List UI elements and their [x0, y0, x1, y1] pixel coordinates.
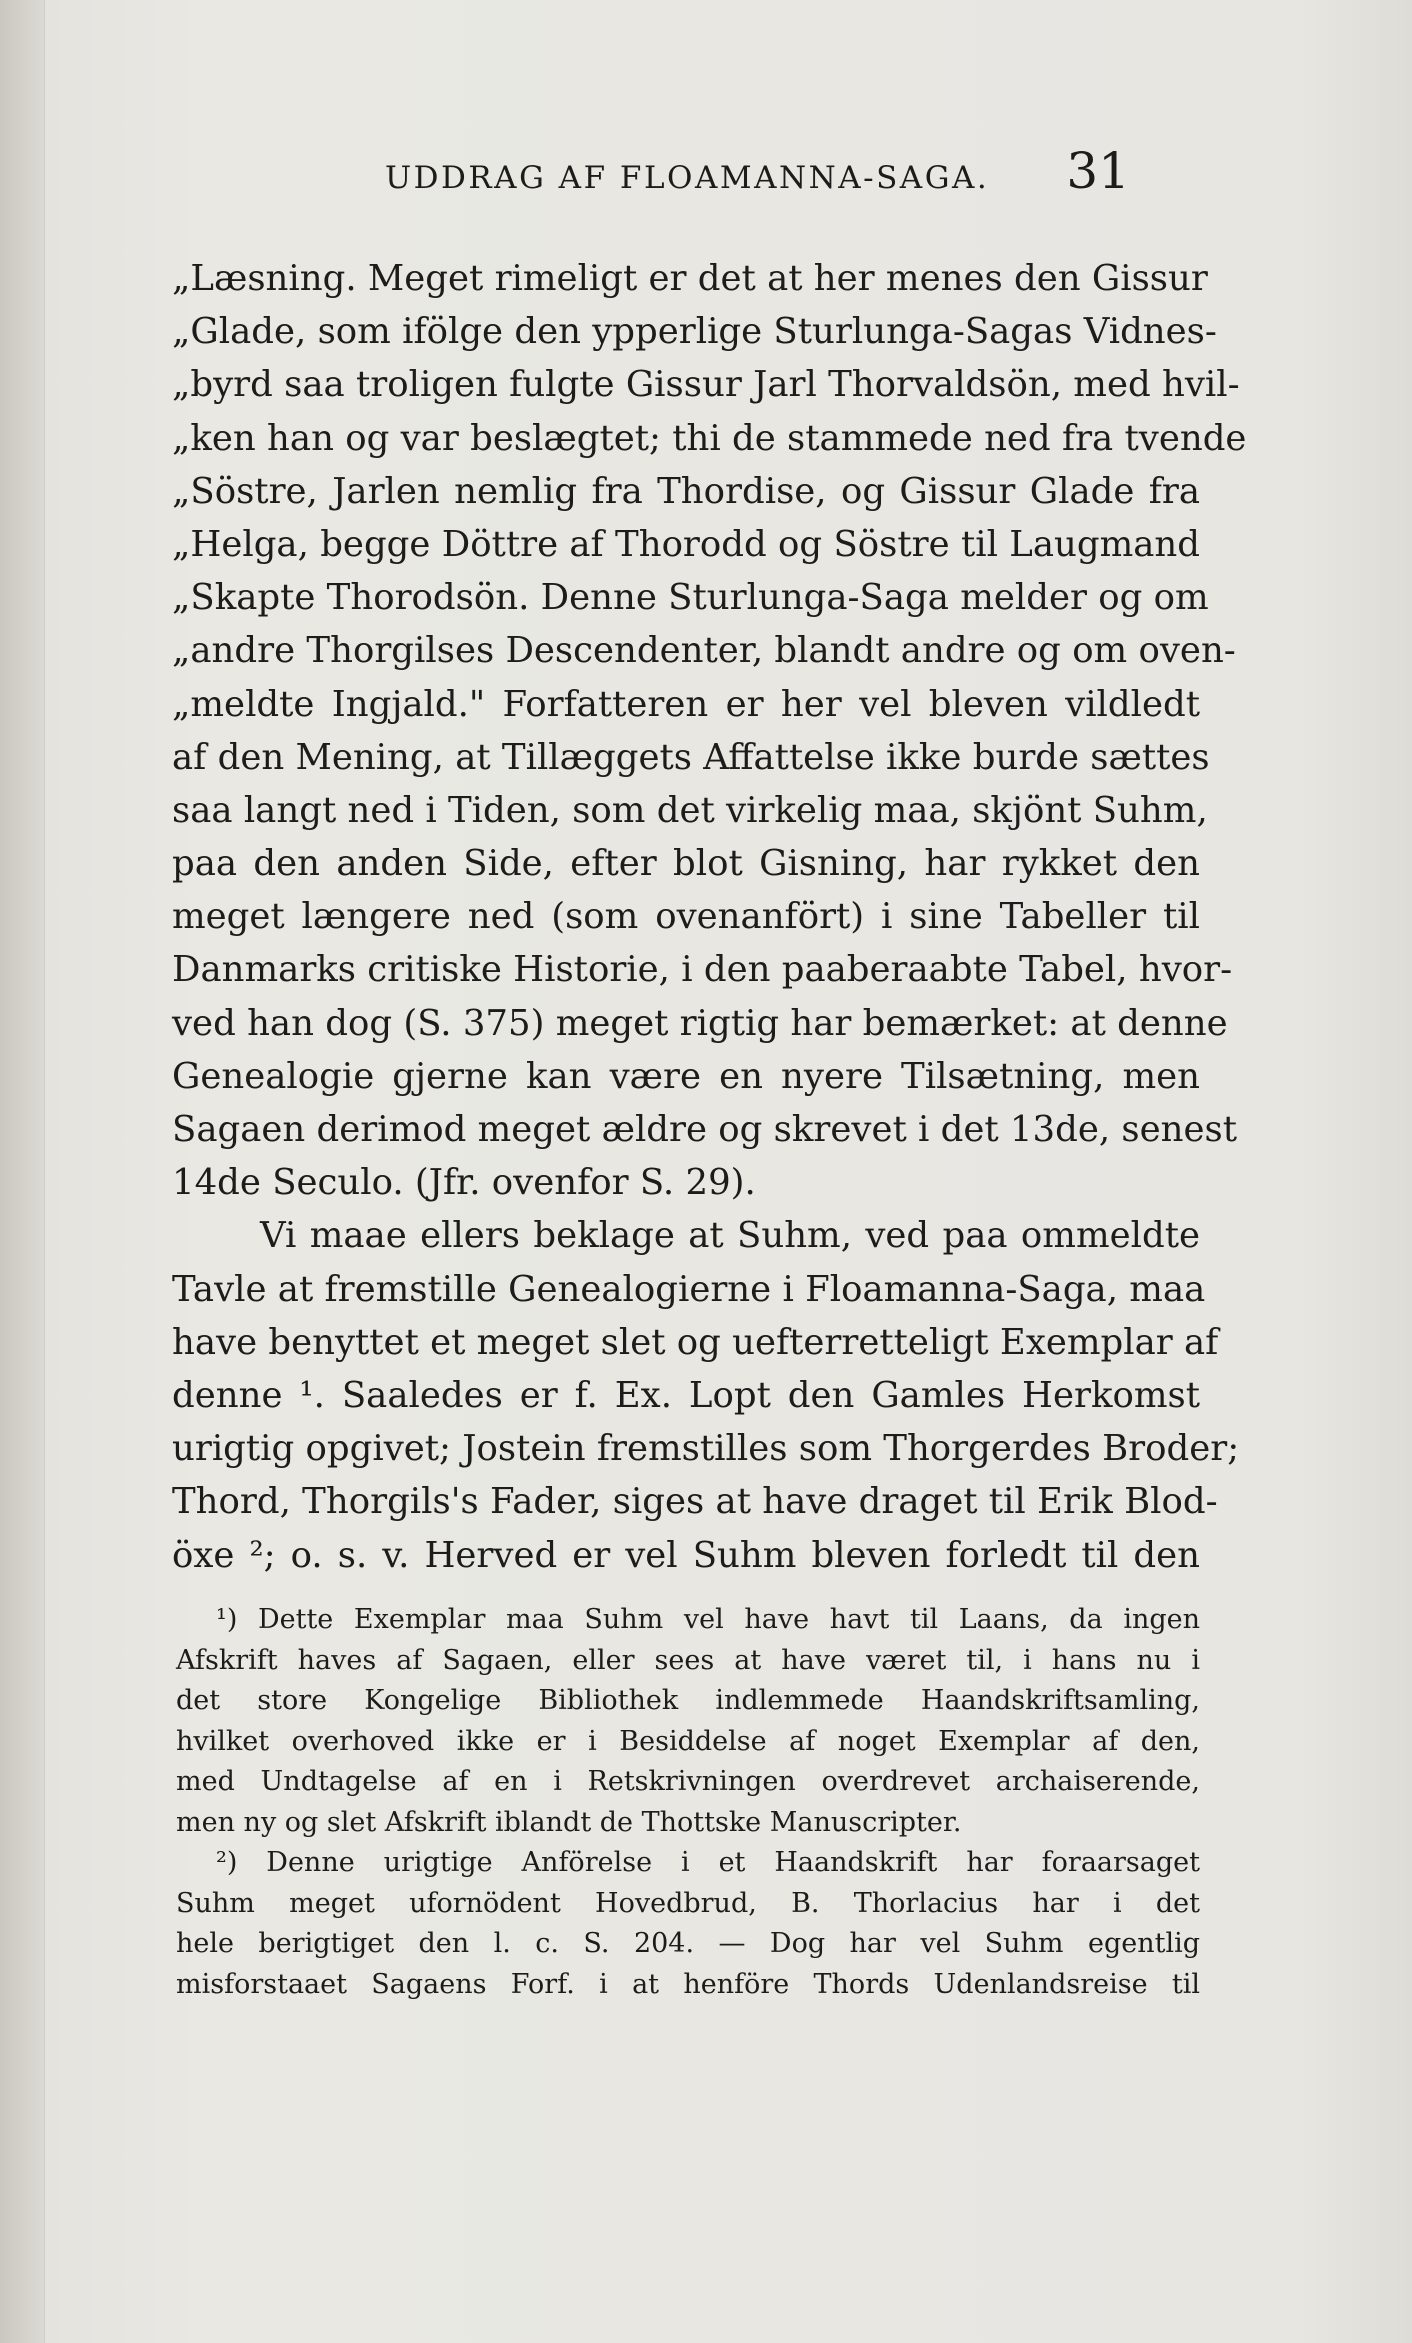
footnote-line: ¹) Dette Exemplar maa Suhm vel have havt til Laans, da ingen	[216, 1604, 1200, 1635]
footnote-line: Suhm meget ufornödent Hovedbrud, B. Thorlacius har i det	[176, 1887, 1200, 1919]
text-line: paa den anden Side, efter blot Gisning, har rykket den	[172, 843, 1200, 885]
footnote-line: hele berigtiget den l. c. S. 204. — Dog har vel Suhm egentlig	[176, 1928, 1200, 1959]
text-line: meget længere ned (som ovenanfört) i sine Tabeller til	[172, 896, 1200, 938]
text-line: 14de Seculo. (Jfr. ovenfor S. 29).	[172, 1162, 756, 1204]
text-line: „Helga, begge Döttre af Thorodd og Söstre til Laugmand	[172, 523, 1200, 565]
footnotes	[176, 1600, 1200, 2005]
footnote-line: det store Kongelige Bibliothek indlemmede Haandskriftsamling,	[176, 1685, 1200, 1716]
text-line: „ken han og var beslægtet; thi de stammede ned fra tvende	[172, 417, 1247, 459]
footnote-line: men ny og slet Afskrift iblandt de Thottske Manuscripter.	[176, 1806, 962, 1838]
text-line: Danmarks critiske Historie, i den paaberaabte Tabel, hvor-	[172, 949, 1233, 991]
page-number: 31	[1066, 142, 1130, 200]
footnote-line: hvilket overhoved ikke er i Besiddelse af noget Exemplar af den,	[176, 1725, 1200, 1757]
text-line: „Söstre, Jarlen nemlig fra Thordise, og Gissur Glade fra	[172, 470, 1200, 512]
text-line: „meldte Ingjald." Forfatteren er her vel bleven vildledt	[172, 683, 1200, 725]
text-line: ved han dog (S. 375) meget rigtig har bemærket: at denne	[172, 1002, 1228, 1044]
footnote-line: Afskrift haves af Sagaen, eller sees at have været til, i hans nu i	[176, 1644, 1200, 1676]
text-line: „Skapte Thorodsön. Denne Sturlunga-Saga melder og om	[172, 577, 1209, 619]
text-line: „Læsning. Meget rimeligt er det at her menes den Gissur	[172, 258, 1208, 299]
text-line: af den Mening, at Tillæggets Affattelse ikke burde sættes	[172, 736, 1210, 778]
running-header	[385, 138, 1130, 198]
running-title: UDDRAG AF FLOAMANNA-SAGA.	[385, 160, 990, 196]
footnote-line: ²) Denne urigtige Anförelse i et Haandskrift har foraarsaget	[216, 1847, 1200, 1878]
text-line: denne ¹. Saaledes er f. Ex. Lopt den Gamles Herkomst	[172, 1374, 1200, 1416]
text-line: Thord, Thorgils's Fader, siges at have draget til Erik Blod-	[172, 1481, 1218, 1523]
text-line: urigtig opgivet; Jostein fremstilles som Thorgerdes Broder;	[172, 1428, 1240, 1470]
footnote-line: misforstaaet Sagaens Forf. i at henföre Thords Udenlandsreise til	[176, 1968, 1200, 2000]
paragraph-start-line: Vi maae ellers beklage at Suhm, ved paa ommeldte	[260, 1215, 1200, 1257]
text-line: Tavle at fremstille Genealogierne i Floamanna-Saga, maa	[172, 1268, 1206, 1310]
text-line: Genealogie gjerne kan være en nyere Tilsætning, men	[172, 1055, 1200, 1097]
text-line: Sagaen derimod meget ældre og skrevet i det 13de, senest	[172, 1109, 1237, 1150]
text-line: öxe ²; o. s. v. Herved er vel Suhm bleven forledt til den	[172, 1534, 1200, 1576]
main-text	[172, 252, 1247, 1582]
text-line: „byrd saa troligen fulgte Gissur Jarl Thorvaldsön, med hvil-	[172, 364, 1240, 406]
text-line: „Glade, som ifölge den ypperlige Sturlunga-Sagas Vidnes-	[172, 311, 1217, 353]
footnote-line: med Undtagelse af en i Retskrivningen overdrevet archaiserende,	[176, 1766, 1200, 1797]
text-line: saa langt ned i Tiden, som det virkelig maa, skjönt Suhm,	[172, 789, 1208, 831]
text-line: have benyttet et meget slet og uefterretteligt Exemplar af	[172, 1321, 1219, 1363]
page-gutter	[0, 0, 45, 2343]
text-line: „andre Thorgilses Descendenter, blandt andre og om oven-	[172, 630, 1236, 672]
